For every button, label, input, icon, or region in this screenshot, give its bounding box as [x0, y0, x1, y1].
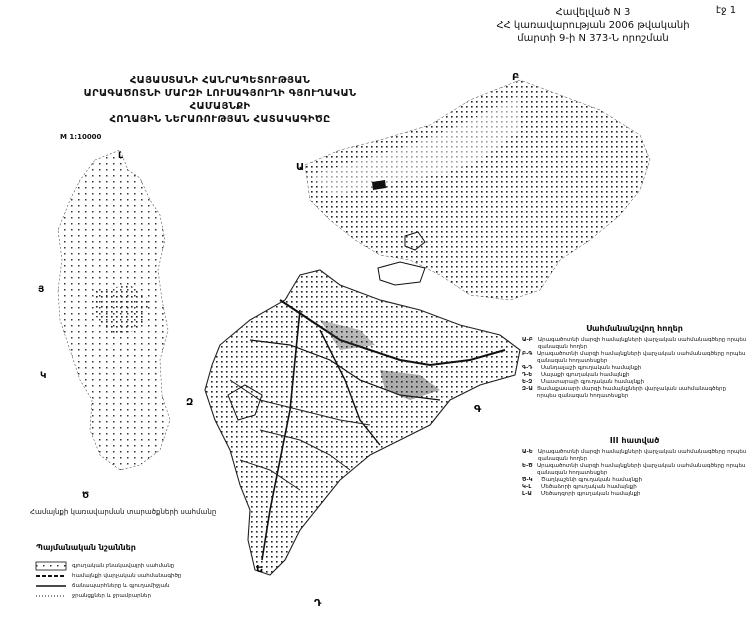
legend-text: Սալաքի գյուղական համայնքի — [541, 372, 630, 378]
point-label-right: Գ — [474, 404, 482, 415]
appendix-number: Հավելված N 3 — [555, 7, 631, 18]
legend-text: Մաստարայի գյուղական համայնքի — [541, 379, 645, 385]
legend-right-item — [522, 386, 747, 400]
legend-code: Ե-Ծ — [522, 463, 533, 469]
legend-code: Բ-Գ — [522, 351, 533, 357]
legend-bottom-item: ջրանցքներ և ջրամբարներ — [72, 593, 152, 599]
legend-text: Արագածոտնի մարզի համայնքների վարչական սահմանագծերը որպես զանազան հողատեսքեր — [536, 463, 746, 476]
legend-text: Սանդալաշի գյուղական համայնքի — [541, 365, 642, 371]
legend-text: Արագածոտնի մարզի համայնքների վարչական սահմանագծերը որպես զանազան հողատեսքեր — [536, 351, 746, 364]
inset-label-west: Յ — [38, 285, 45, 295]
legend-text: Արագածոտնի մարզի համայնքների վարչական սահմանագծերը որպես զանազան հողեր — [537, 449, 747, 462]
title-line2: ԱՐԱԳԱԾՈՏՆԻ ՄԱՐԶԻ ԼՈՒՍԱԳՅՈՒՂԻ ԳՅՈՒՂԱԿԱՆ ՀԱՄԱՅՆՔԻ — [83, 88, 357, 112]
inset-label-north: Լ — [118, 151, 124, 161]
legend-bottom-item: ճանապարհները և գյուղամիջյան — [72, 583, 170, 589]
legend-right2-item — [522, 463, 747, 477]
settlement-area — [205, 270, 520, 575]
legend-right-item — [522, 351, 747, 365]
legend-code: Լ-Ա — [522, 491, 532, 497]
legend-code: Գ-Դ — [522, 365, 533, 371]
legend-text: Ցամաքասարի մարզի համայնքների վարչական սահմանագծերը որպես զանազան հողատեսքեր — [536, 386, 727, 399]
legend-text: Մեծաձորի գյուղական համայնքի — [541, 484, 637, 490]
legend-right2-item — [522, 477, 747, 484]
legend-right — [522, 324, 747, 400]
legend-right2-item — [522, 449, 747, 463]
legend-right-item — [522, 337, 747, 351]
inset-map — [58, 150, 170, 470]
inset-caption: Համայնքի կառավարման տարածքների սահմանը — [30, 508, 217, 516]
legend-right2-title: III հատված — [609, 436, 660, 445]
legend-bottom-item: համայնքի վարչական սահմանագիծը — [72, 573, 182, 579]
northern-territory — [305, 80, 650, 300]
legend-code: Կ-Լ — [522, 484, 532, 490]
point-label-top-right: Բ — [512, 72, 520, 83]
legend-code: Դ-Ե — [522, 372, 533, 378]
inset-label-south: Ծ — [82, 491, 90, 501]
legend-right-item — [522, 365, 747, 372]
sheet-number: էջ 1 — [715, 5, 737, 16]
inset-label-west2: Կ — [40, 371, 47, 381]
legend-bottom-item: գյուղական բնակավայրի սահմանը — [72, 563, 175, 569]
legend-text: Ծաղկաշենի գյուղական համայնքի — [541, 477, 642, 483]
legend-text: Արագածոտնի մարզի համայնքների վարչական սահմանագծերը որպես զանազան հողեր — [537, 337, 747, 350]
legend-code: Ե-Զ — [522, 379, 533, 385]
legend-right-title: Սահմանանշվող հողեր — [586, 324, 683, 333]
legend-bottom-title: Պայմանական նշաններ — [36, 543, 136, 552]
legend-code: Ա-Ե — [522, 449, 533, 455]
legend-code: Ա-Բ — [522, 337, 533, 343]
legend-right2-item — [522, 484, 747, 491]
point-label-bottom-left: Ե — [256, 564, 264, 575]
appendix-line3: մարտի 9-ի N 373-Ն որոշման — [517, 33, 669, 44]
title-line1: ՀԱՅԱՍՏԱՆԻ ՀԱՆՐԱՊԵՏՈՒԹՅԱՆ — [129, 75, 311, 86]
title-line3: ՀՈՂԱՅԻՆ ՆԵՐԱՌՈՒԹՅԱՆ ՀԱՏԱԿԱԳԻԾԸ — [109, 114, 331, 125]
legend-right2-item — [522, 491, 747, 498]
point-label-left: Զ — [186, 397, 194, 408]
legend-swatches — [36, 562, 66, 596]
scale-label: M 1:10000 — [60, 133, 102, 141]
legend-right-item — [522, 379, 747, 386]
appendix-line2: ՀՀ կառավարության 2006 թվականի — [496, 20, 690, 31]
point-label-top: Ա — [296, 162, 305, 173]
legend-code: Ծ-Կ — [522, 477, 533, 483]
legend-right2 — [522, 436, 747, 498]
point-label-bottom: Դ — [314, 598, 322, 609]
legend-right-item — [522, 372, 747, 379]
legend-text: Մեծադզորի գյուղական համայնքի — [541, 491, 641, 497]
legend-code: Զ-Ա — [522, 386, 533, 392]
